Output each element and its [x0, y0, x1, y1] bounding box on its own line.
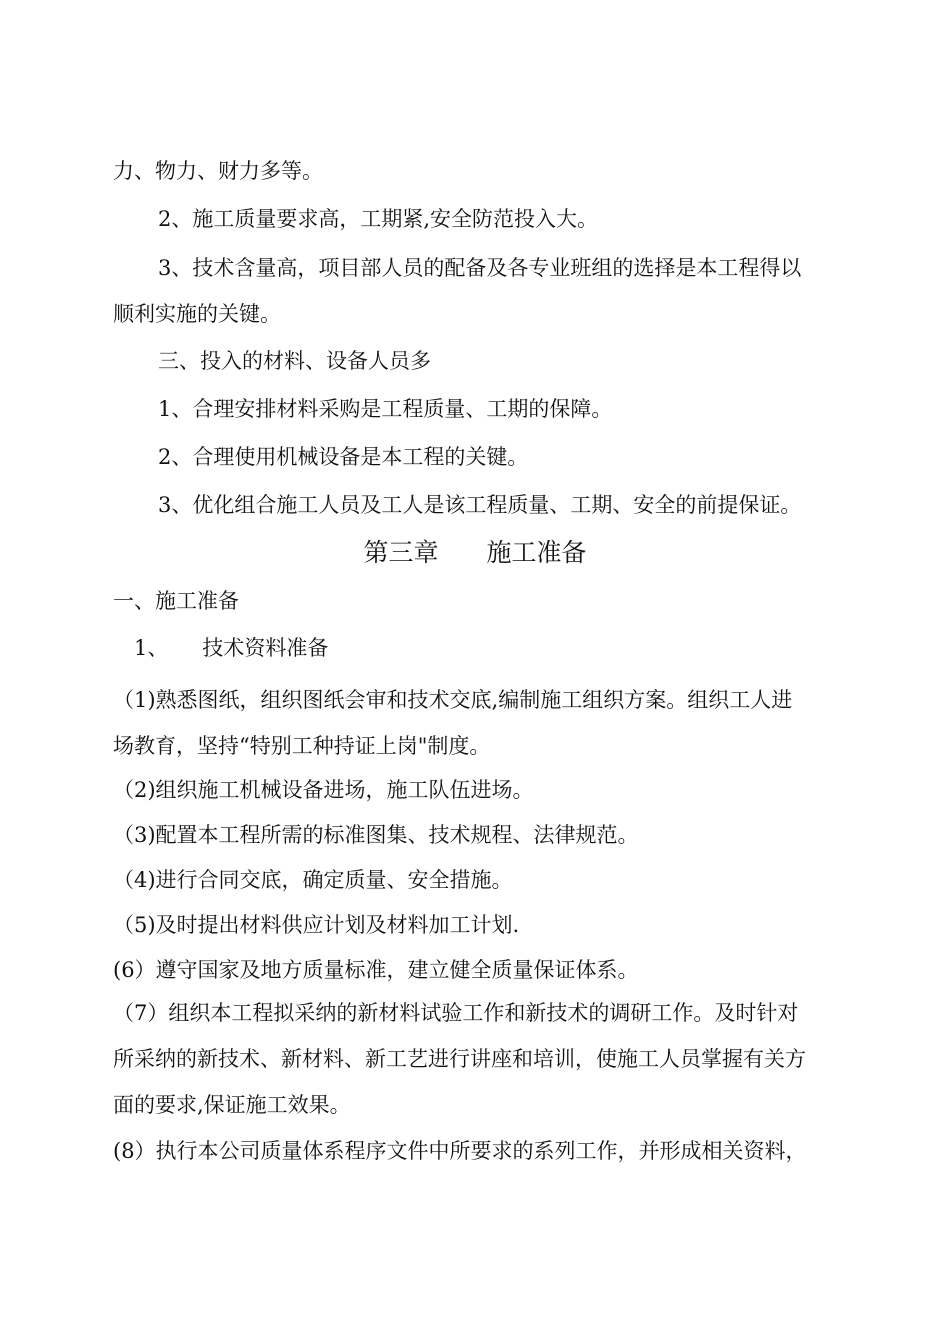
section3-item-3: 3、优化组合施工人员及工人是该工程质量、工期、安全的前提保证。 — [158, 493, 802, 517]
item-7-line3: 面的要求,保证施工效果。 — [113, 1093, 351, 1117]
paragraph-continuation: 力、物力、财力多等。 — [113, 159, 323, 183]
item-5: （5)及时提出材料供应计划及材料加工计划. — [113, 913, 520, 937]
list-item-3-line2: 顺利实施的关键。 — [113, 302, 281, 326]
item-7-line1: （7）组织本工程拟采纳的新材料试验工作和新技术的调研工作。及时针对 — [113, 1001, 799, 1025]
chapter-number: 第三章 — [363, 538, 439, 567]
item-1-line1: （1)熟悉图纸，组织图纸会审和技术交底,编制施工组织方案。组织工人进 — [113, 688, 793, 712]
item-7-line2: 所采纳的新技术、新材料、新工艺进行讲座和培训，使施工人员掌握有关方 — [113, 1047, 806, 1071]
item-8-line1: (8）执行本公司质量体系程序文件中所要求的系列工作，并形成相关资料， — [113, 1139, 807, 1163]
section3-item-2: 2、合理使用机械设备是本工程的关键。 — [158, 445, 529, 469]
section3-item-1: 1、合理安排材料采购是工程质量、工期的保障。 — [158, 397, 613, 421]
list-item-2: 2、施工质量要求高，工期紧,安全防范投入大。 — [158, 207, 599, 231]
list-item-3-line1: 3、技术含量高，项目部人员的配备及各专业班组的选择是本工程得以 — [158, 256, 802, 280]
chapter-heading — [0, 536, 950, 570]
item-3: （3)配置本工程所需的标准图集、技术规程、法律规范。 — [113, 823, 639, 847]
subsection-heading — [0, 633, 950, 663]
subsection-title: 技术资料准备 — [202, 636, 329, 660]
item-1-line2: 场教育，坚持“特别工种持证上岗"制度。 — [113, 734, 491, 758]
subsection-number: 1、 — [134, 636, 169, 660]
chapter-title: 施工准备 — [486, 538, 587, 567]
section-heading-1: 一、施工准备 — [113, 589, 239, 613]
item-6: (6）遵守国家及地方质量标准，建立健全质量保证体系。 — [113, 958, 639, 982]
section-heading-3: 三、投入的材料、设备人员多 — [158, 349, 431, 373]
item-4: （4)进行合同交底，确定质量、安全措施。 — [113, 868, 513, 892]
item-2: （2)组织施工机械设备进场，施工队伍进场。 — [113, 778, 534, 802]
